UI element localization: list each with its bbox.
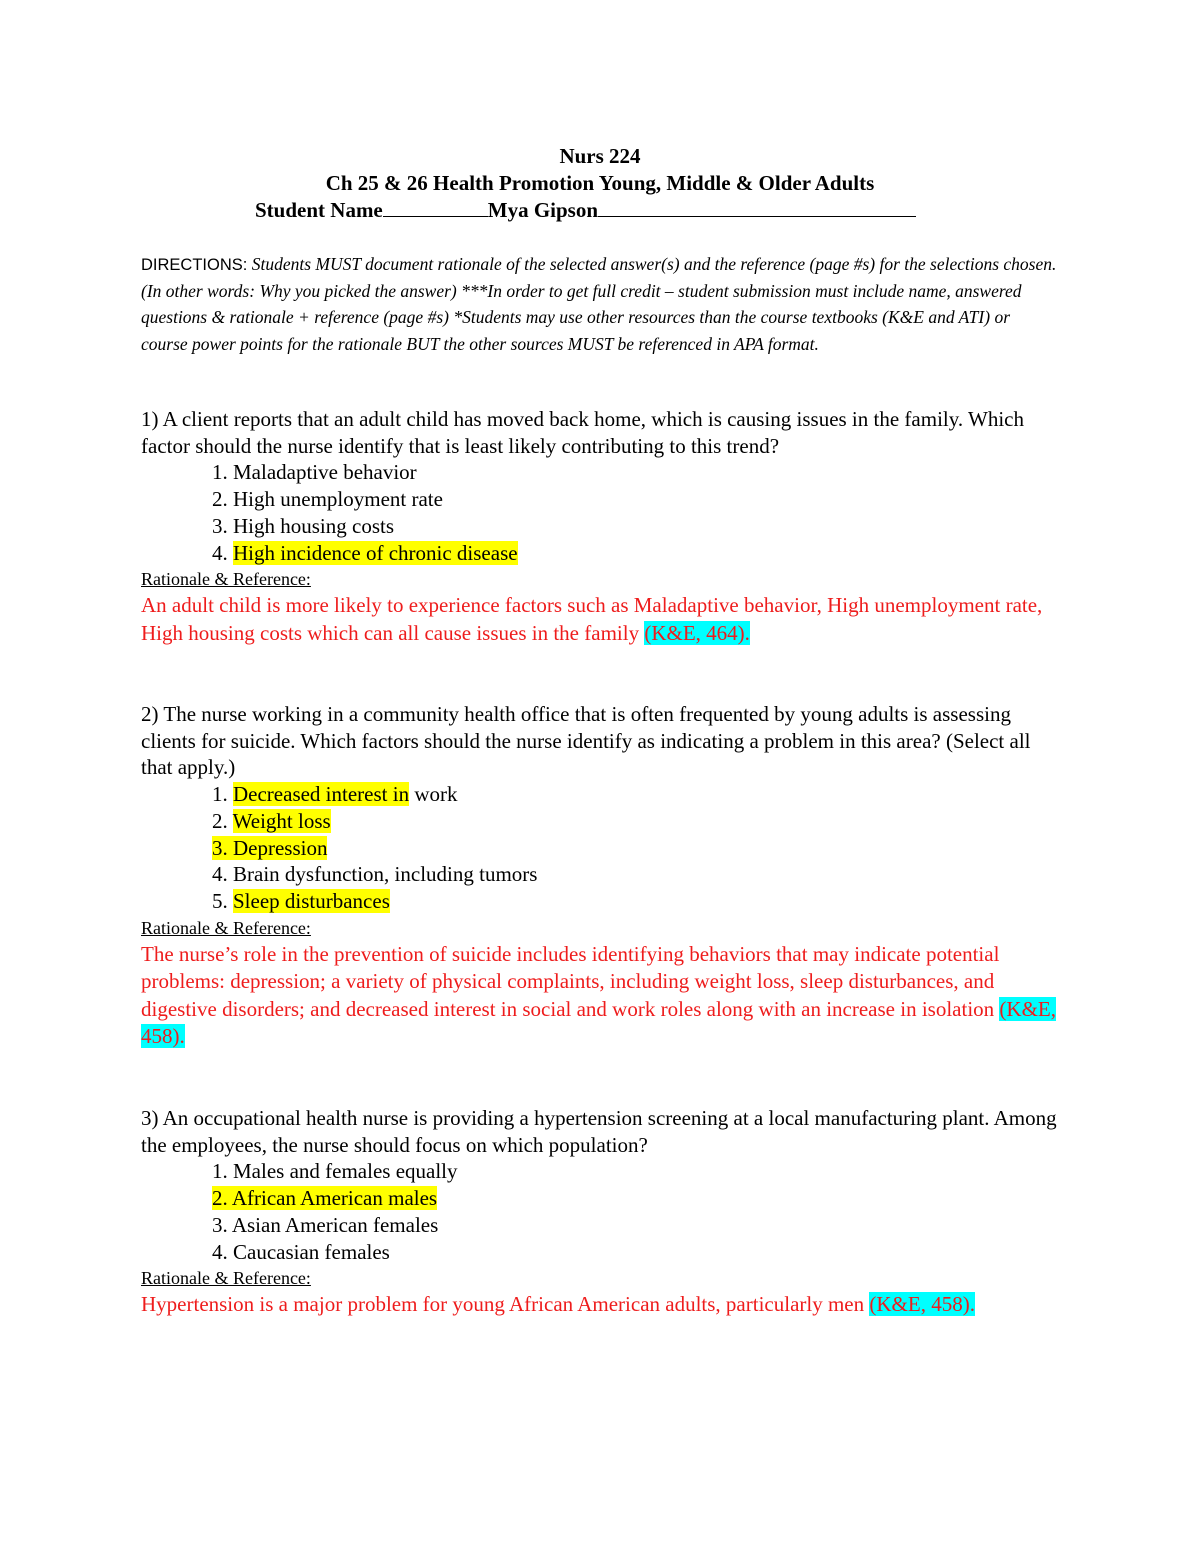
rationale-body: The nurse’s role in the prevention of suicide includes identifying behaviors that may indicate potential problems: depression; a variety of physical complaints, including weight loss, sleep disturbances, and digestive disorders; and decreased interest in social and work roles along with an increase in isolation bbox=[141, 941, 1000, 1021]
option-text-highlighted: Sleep disturbances bbox=[233, 888, 390, 913]
question-1 bbox=[141, 406, 1061, 647]
answer-option bbox=[141, 1158, 1061, 1185]
rationale-text bbox=[141, 592, 1061, 647]
answer-option-selected bbox=[141, 835, 1061, 862]
option-text-highlighted: Weight loss bbox=[232, 808, 331, 833]
reference-citation: (K&E, 458). bbox=[869, 1292, 975, 1317]
option-number: 5. bbox=[212, 888, 228, 913]
student-name-line bbox=[255, 197, 1200, 224]
option-text: High housing costs bbox=[233, 513, 395, 538]
answer-option bbox=[141, 459, 1061, 486]
reference-citation: (K&E, 458). bbox=[141, 996, 1056, 1049]
option-number: 4. bbox=[212, 862, 228, 887]
option-text-highlighted: High incidence of chronic disease bbox=[233, 540, 518, 565]
answer-option bbox=[141, 513, 1061, 540]
option-text: High unemployment rate bbox=[233, 487, 443, 512]
directions-text: Students MUST document rationale of the selected answer(s) and the reference (page #s) for the selections chosen. (In other words: Why you picked the answer) ***In order to get full credit – student submission must include name, answered questions & rationale + reference (page #s) *Students may use other resources than the course textbooks (K&E and ATI) or course power points for the rationale BUT the other sources MUST be referenced in APA format. bbox=[141, 254, 1057, 354]
assignment-title: Ch 25 & 26 Health Promotion Young, Middle & Older Adults bbox=[325, 171, 875, 195]
answer-options bbox=[141, 459, 1061, 566]
option-text-tail: work bbox=[414, 782, 458, 807]
question-2 bbox=[141, 701, 1061, 1051]
option-number: 2. bbox=[212, 487, 228, 512]
option-number: 3. bbox=[212, 835, 228, 860]
question-3 bbox=[141, 1105, 1061, 1319]
option-number: 1. bbox=[212, 782, 228, 807]
question-text: 1) A client reports that an adult child has moved back home, which is causing issues in the family. Which factor should the nurse identify that is least likely contributing to this trend? bbox=[141, 407, 1024, 458]
rationale-body: An adult child is more likely to experience factors such as Maladaptive behavior, High unemployment rate, High housing costs which can all cause issues in the family bbox=[141, 593, 1043, 645]
rationale-body: Hypertension is a major problem for young African American adults, particularly men bbox=[141, 1292, 865, 1317]
directions-label: DIRECTIONS: bbox=[141, 256, 248, 274]
answer-option-selected bbox=[141, 808, 1061, 835]
rationale-label: Rationale & Reference: bbox=[141, 569, 311, 590]
answer-option-selected bbox=[141, 540, 1061, 567]
question-text: 2) The nurse working in a community health office that is often frequented by young adults is assessing clients for suicide. Which factors should the nurse identify as indicating a problem in this area? (Select all that apply.) bbox=[141, 702, 1031, 780]
option-number: 3. bbox=[212, 513, 228, 538]
option-text: Males and females equally bbox=[233, 1159, 458, 1184]
document-header bbox=[0, 143, 1200, 224]
rationale-label: Rationale & Reference: bbox=[141, 1268, 311, 1289]
option-number: 1. bbox=[212, 460, 228, 485]
student-name-trailing-blank bbox=[598, 198, 916, 217]
directions bbox=[141, 251, 1061, 357]
student-name-label: Student Name bbox=[255, 198, 383, 222]
student-name-blank bbox=[383, 198, 488, 217]
answer-option-selected bbox=[141, 1185, 1061, 1212]
option-number: 2. bbox=[212, 1186, 228, 1211]
option-text: Brain dysfunction, including tumors bbox=[233, 862, 538, 887]
answer-option bbox=[141, 1212, 1061, 1239]
option-number: 2. bbox=[212, 808, 228, 833]
option-text: Depression bbox=[233, 835, 328, 860]
reference-citation: (K&E, 464). bbox=[644, 620, 750, 645]
option-text-highlighted bbox=[212, 1186, 437, 1210]
answer-option bbox=[141, 1239, 1061, 1266]
option-number: 3. bbox=[212, 1212, 228, 1237]
option-text: Maladaptive behavior bbox=[233, 460, 417, 485]
option-text: African American males bbox=[231, 1186, 438, 1211]
answer-options bbox=[141, 781, 1061, 915]
answer-option-selected bbox=[141, 781, 1061, 808]
option-text: Caucasian females bbox=[233, 1239, 390, 1264]
rationale-text bbox=[141, 1291, 1061, 1319]
rationale-label: Rationale & Reference: bbox=[141, 917, 311, 938]
answer-option bbox=[141, 861, 1061, 888]
rationale-text bbox=[141, 941, 1061, 1051]
option-number: 1. bbox=[212, 1159, 228, 1184]
course-title: Nurs 224 bbox=[559, 144, 641, 168]
option-number: 4. bbox=[212, 1239, 228, 1264]
answer-options bbox=[141, 1158, 1061, 1265]
answer-option-selected bbox=[141, 888, 1061, 915]
student-name: Mya Gipson bbox=[487, 198, 599, 222]
question-text: 3) An occupational health nurse is providing a hypertension screening at a local manufacturing plant. Among the employees, the nurse should focus on which population? bbox=[141, 1106, 1057, 1157]
option-text-highlighted bbox=[212, 836, 327, 860]
answer-option bbox=[141, 486, 1061, 513]
option-text-highlighted: Decreased interest in bbox=[233, 782, 410, 807]
option-text: Asian American females bbox=[231, 1212, 439, 1237]
option-number: 4. bbox=[212, 540, 228, 565]
